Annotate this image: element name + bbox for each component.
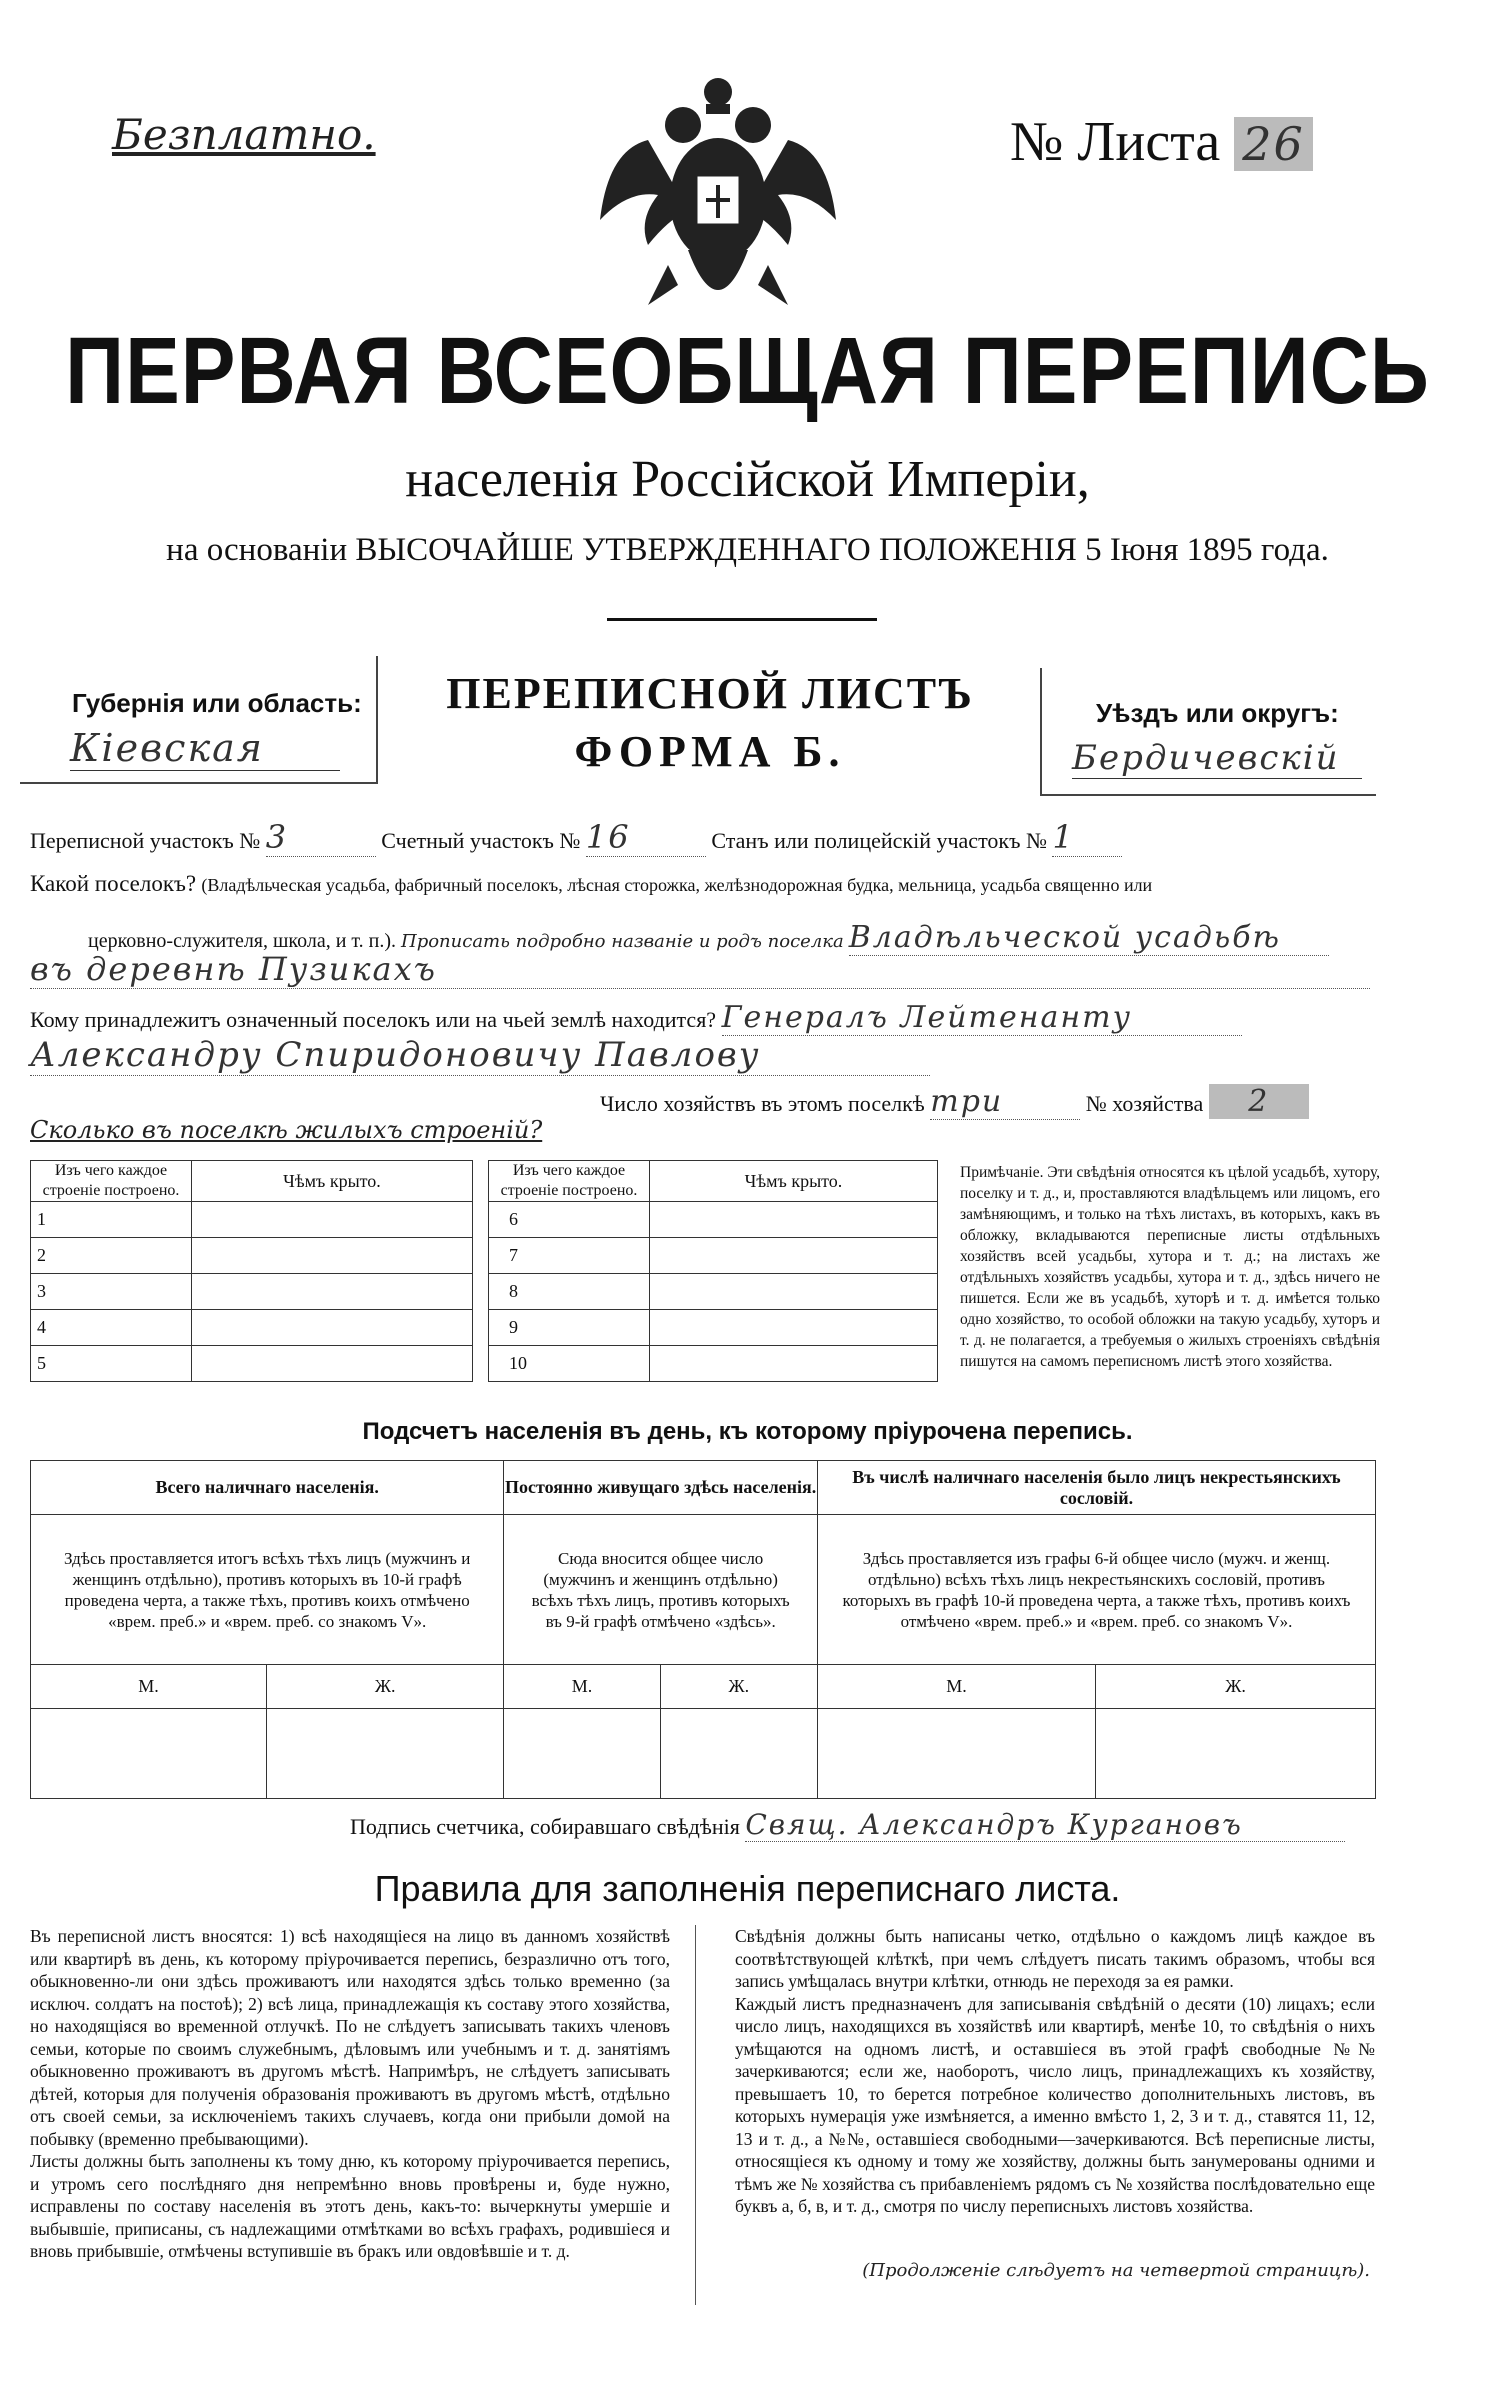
count-cell[interactable]	[504, 1709, 660, 1799]
row-number: 6	[489, 1202, 650, 1238]
roof-cell[interactable]	[192, 1274, 473, 1310]
row-number: 2	[31, 1238, 192, 1274]
police-district-label: Станъ или полицейскій участокъ №	[711, 828, 1047, 853]
roof-cell[interactable]	[650, 1238, 938, 1274]
table-row	[31, 1238, 473, 1274]
settlement-hint: (Владѣльческая усадьба, фабричный поселокъ, лѣсная сторожка, желѣзнодорожная будка, мельница, усадьба священно или	[201, 875, 1153, 895]
census-district-value: 3	[266, 818, 376, 857]
m-header: М.	[504, 1665, 660, 1709]
buildings-question: Сколько въ поселкѣ жилыхъ строеній?	[30, 1116, 543, 1144]
roof-cell[interactable]	[192, 1202, 473, 1238]
col-roof: Чѣмъ крыто.	[650, 1161, 938, 1202]
household-no-label: № хозяйства	[1085, 1091, 1204, 1116]
settlement-question	[30, 870, 1380, 898]
uezd-value: Бердичевскій	[1072, 738, 1362, 779]
imperial-eagle-icon	[588, 70, 848, 330]
owner-line	[30, 1000, 1242, 1036]
table-row	[31, 1274, 473, 1310]
roof-cell[interactable]	[650, 1346, 938, 1382]
buildings-table-left	[30, 1160, 473, 1382]
non-peasant-desc: Здѣсь проставляется изъ графы 6-й общее число (мужч. и женщ. отдѣльно) всѣхъ тѣхъ лицъ некрестьянскихъ сословій, противъ которыхъ въ графѣ 10-й проведена черта, а также тѣхъ, противъ коихъ отмѣчено «врем. преб.» и «врем. преб. со знакомъ V».	[817, 1515, 1375, 1665]
roof-cell[interactable]	[650, 1202, 938, 1238]
owner-value-2: Александру Спиридоновичу Павлову	[30, 1035, 930, 1076]
table-row	[31, 1310, 473, 1346]
count-cell[interactable]	[817, 1709, 1095, 1799]
col-material: Изъ чего каждое строеніе построено.	[489, 1161, 650, 1202]
col-roof: Чѣмъ крыто.	[192, 1161, 473, 1202]
owner-value: Генералъ Лейтенанту	[722, 1000, 1242, 1036]
page-subtitle: населенія Россійской Имперіи,	[405, 451, 1090, 508]
m-header: М.	[31, 1665, 267, 1709]
sheet-number	[1010, 110, 1313, 174]
count-district-label: Счетный участокъ №	[381, 828, 581, 853]
signature-value: Свящ. Александръ Кургановъ	[745, 1808, 1345, 1842]
sheet-number-label: № Листа	[1010, 111, 1221, 173]
roof-cell[interactable]	[650, 1274, 938, 1310]
signature-label: Подпись счетчика, собиравшаго свѣдѣнія	[350, 1814, 740, 1839]
roof-cell[interactable]	[650, 1310, 938, 1346]
row-number: 5	[31, 1346, 192, 1382]
row-number: 8	[489, 1274, 650, 1310]
count-district-value: 16	[586, 818, 706, 857]
free-label: Безплатно.	[112, 110, 376, 159]
table-row	[489, 1310, 938, 1346]
households-line	[600, 1084, 1309, 1120]
col-permanent: Постоянно живущаго здѣсь населенія.	[504, 1461, 818, 1515]
zh-header: Ж.	[660, 1665, 817, 1709]
count-cell[interactable]	[1096, 1709, 1376, 1799]
table-row	[489, 1238, 938, 1274]
row-number: 1	[31, 1202, 192, 1238]
rules-title: Правила для заполненія переписнаго листа.	[374, 1868, 1121, 1909]
gubernia-label: Губернія или область:	[72, 688, 362, 718]
settlement-value: Владѣльческой усадьбѣ	[849, 920, 1329, 956]
total-present-desc: Здѣсь проставляется итогъ всѣхъ тѣхъ лицъ (мужчинъ и женщинъ отдѣльно), противъ которыхъ въ 10-й графѣ проведена черта, а также тѣхъ, противъ коихъ отмѣчено «врем. преб.» и «врем. преб. со знакомъ V».	[31, 1515, 504, 1665]
row-number: 9	[489, 1310, 650, 1346]
district-line	[30, 818, 1122, 857]
col-material: Изъ чего каждое строеніе построено.	[31, 1161, 192, 1202]
row-number: 7	[489, 1238, 650, 1274]
legal-basis: на основаніи ВЫСОЧАЙШЕ УТВЕРЖДЕННАГО ПОЛОЖЕНІЯ 5 Іюня 1895 года.	[166, 532, 1329, 568]
rules-continued: (Продолженіе слѣдуетъ на четвертой страницѣ).	[862, 2260, 1370, 2281]
buildings-table-right	[488, 1160, 938, 1382]
roof-cell[interactable]	[192, 1346, 473, 1382]
household-no-value: 2	[1209, 1084, 1309, 1119]
settlement-value-2: въ деревнѣ Пузикахъ	[30, 950, 1370, 989]
table-row	[31, 1202, 473, 1238]
zh-header: Ж.	[1096, 1665, 1376, 1709]
gubernia-value: Кіевская	[70, 726, 340, 771]
sheet-title: ПЕРЕПИСНОЙ ЛИСТЪ	[446, 669, 974, 718]
settlement-hint-2: церковно-служителя, школа, и т. п.).	[88, 930, 396, 952]
table-row	[31, 1346, 473, 1382]
census-district-label: Переписной участокъ №	[30, 828, 261, 853]
settlement-label: Какой поселокъ?	[30, 871, 197, 896]
row-number: 3	[31, 1274, 192, 1310]
count-cell[interactable]	[31, 1709, 267, 1799]
page-title: ПЕРВАЯ ВСЕОБЩАЯ ПЕРЕПИСЬ	[65, 319, 1430, 424]
population-count-table	[30, 1460, 1376, 1799]
count-cell[interactable]	[660, 1709, 817, 1799]
owner-label: Кому принадлежитъ означенный поселокъ или на чьей землѣ находится?	[30, 1007, 717, 1032]
table-row	[489, 1346, 938, 1382]
permanent-desc: Сюда вносится общее число (мужчинъ и женщинъ отдѣльно) всѣхъ тѣхъ лицъ, противъ которыхъ въ 9-й графѣ отмѣчено «здѣсь».	[504, 1515, 818, 1665]
police-district-value: 1	[1052, 818, 1122, 857]
rules-divider	[695, 1925, 696, 2305]
rules-right: Свѣдѣнія должны быть написаны четко, отдѣльно о каждомъ лицѣ каждое въ соотвѣтствующей клѣткѣ, при чемъ слѣдуетъ писать такимъ образомъ, чтобы вся запись умѣщалась внутри клѣтки, отнюдь не переходя за ея рамки. Каждый листъ предназначенъ для записыванія свѣдѣній о десяти (10) лицахъ; если число лицъ, находящихся въ хозяйствѣ или квартирѣ, менѣе 10, то свѣдѣнія о нихъ умѣщаются на одномъ листѣ, и оставшіеся въ этой графѣ свободные №№ зачеркиваются; если же, наоборотъ, число лицъ, принадлежащихъ къ хозяйству, превышаетъ 10, то берется потребное количество дополнительныхъ листовъ, въ которыхъ нумерація уже измѣняется, а именно вмѣсто 1, 2, 3 и т. д., ставятся 11, 12, 13 и т. д., а №№, оставшіеся свободными—зачеркиваются. Всѣ переписные листы, относящіеся къ одному и тому же хозяйству, должны быть занумерованы одними и тѣмъ же № хозяйства съ прибавленіемъ рядомъ съ № хозяйства послѣдовательно еще буквъ а, б, в, и т. д., смотря по числу переписныхъ листовъ хозяйства.	[735, 1926, 1375, 2216]
divider	[607, 618, 877, 621]
households-value: три	[930, 1084, 1080, 1120]
settlement-instruction: Прописать подробно названіе и родъ поселка	[401, 931, 844, 952]
row-number: 4	[31, 1310, 192, 1346]
uezd-label: Уѣздъ или округъ:	[1096, 698, 1339, 728]
signature-line	[350, 1808, 1345, 1842]
form-title: ФОРМА Б.	[574, 727, 846, 776]
table-row	[489, 1202, 938, 1238]
roof-cell[interactable]	[192, 1238, 473, 1274]
col-total-present: Всего наличнаго населенія.	[31, 1461, 504, 1515]
rules-left: Въ переписной листъ вносятся: 1) всѣ находящіеся на лицо въ данномъ хозяйствѣ или квартирѣ въ день, къ которому пріурочивается перепись, безразлично отъ того, обыкновенно-ли они здѣсь проживаютъ или находятся здѣсь только временно (за исключ. солдатъ на постоѣ); 2) всѣ лица, принадлежащія къ составу этого хозяйства, но находящіяся во временной отлучкѣ. По не слѣдуетъ записывать такихъ членовъ семьи, которые по своимъ служебнымъ, дѣловымъ или учебнымъ и т. д. занятіямъ обыкновенно проживаютъ въ другомъ мѣстѣ. Напримѣръ, не слѣдуетъ записывать дѣтей, которыя для полученія образованія проживаютъ въ другомъ мѣстѣ, отдѣльно отъ своей семьи, за исключеніемъ такихъ случаевъ, когда они прибыли домой на побывку (временно пребывающими). Листы должны быть заполнены къ тому дню, къ которому пріурочивается перепись, и утромъ сего послѣдняго дня непремѣнно вновь провѣрены и, буде нужно, исправлены по составу населенія въ этотъ день, какъ-то: вычеркнуты умершіе и выбывшіе, приписаны, съ надлежащими отмѣтками во всѣхъ графахъ, родившіеся и вновь прибывшіе, отмѣчены вступившіе въ бракъ или овдовѣвшіе и т. д.	[30, 1926, 670, 2261]
table-row	[489, 1274, 938, 1310]
note-text: Примѣчаніе. Эти свѣдѣнія относятся къ цѣлой усадьбѣ, хутору, поселку и т. д., и, проставляются владѣльцемъ или лицомъ, его замѣняющимъ, и только на тѣхъ листахъ, въ которыхъ, какъ въ обложку, вкладываются переписные листы отдѣльныхъ хозяйствъ всей усадьбы, хутора и т. д.; на листахъ же отдѣльныхъ хозяйствъ усадьбы, хутора и т. д., здѣсь ничего не пишется. Если же въ усадьбѣ, хуторѣ и т. д. имѣется только одно хозяйство, то особой обложки на такую усадьбу, хуторъ и т. д. не полагается, а требуемыя о жилыхъ строеніяхъ свѣдѣнія пишутся на самомъ переписномъ листѣ этого хозяйства.	[960, 1164, 1381, 1370]
zh-header: Ж.	[266, 1665, 503, 1709]
uezd-box	[1040, 668, 1376, 796]
row-number: 10	[489, 1346, 650, 1382]
gubernia-box	[20, 656, 378, 784]
households-label: Число хозяйствъ въ этомъ поселкѣ	[600, 1091, 925, 1116]
m-header: М.	[817, 1665, 1095, 1709]
count-cell[interactable]	[266, 1709, 503, 1799]
roof-cell[interactable]	[192, 1310, 473, 1346]
col-non-peasant: Въ числѣ наличнаго населенія было лицъ некрестьянскихъ сословій.	[817, 1461, 1375, 1515]
sheet-number-value: 26	[1234, 117, 1313, 171]
count-title: Подсчетъ населенія въ день, къ которому пріурочена перепись.	[362, 1418, 1133, 1445]
